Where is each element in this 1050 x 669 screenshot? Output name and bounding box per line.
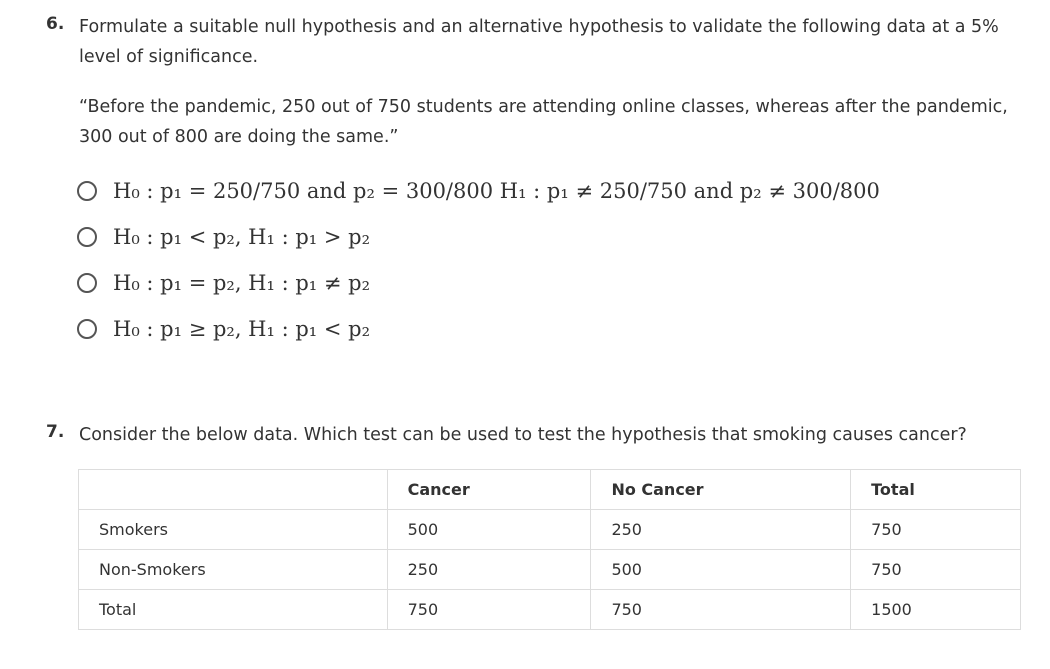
radio-button-icon[interactable] [77, 273, 97, 293]
question-6-quote: “Before the pandemic, 250 out of 750 students are attending online classes, whereas after the pandemic, 300 out of 800 are doing the same.” [79, 97, 1008, 147]
table-row [79, 550, 1021, 590]
question-6-number: 6. [46, 14, 65, 34]
option-2[interactable] [77, 214, 880, 260]
radio-button-icon[interactable] [77, 227, 97, 247]
table-header-cell: Cancer [387, 470, 591, 510]
table-cell: 750 [851, 550, 1021, 590]
table-header-row [79, 470, 1021, 510]
table-header-cell: Total [851, 470, 1021, 510]
option-label: H₀ : p₁ < p₂, H₁ : p₁ > p₂ [113, 225, 371, 249]
table-cell: 750 [591, 590, 851, 630]
radio-button-icon[interactable] [77, 319, 97, 339]
table-cell: Non-Smokers [79, 550, 388, 590]
table-cell: 500 [591, 550, 851, 590]
table-header-cell: No Cancer [591, 470, 851, 510]
radio-button-icon[interactable] [77, 181, 97, 201]
option-1[interactable] [77, 168, 880, 214]
table-cell: 500 [387, 510, 591, 550]
question-7-number: 7. [46, 422, 65, 442]
table-header-cell [79, 470, 388, 510]
table-cell: 1500 [851, 590, 1021, 630]
smoking-cancer-table [78, 469, 1021, 630]
answer-options [77, 168, 880, 352]
table-cell: 750 [387, 590, 591, 630]
table-cell: Smokers [79, 510, 388, 550]
option-4[interactable] [77, 306, 880, 352]
table-cell: Total [79, 590, 388, 630]
question-7-text: Consider the below data. Which test can be used to test the hypothesis that smoking causes cancer? [79, 425, 967, 445]
option-label: H₀ : p₁ = p₂, H₁ : p₁ ≠ p₂ [113, 271, 371, 295]
table-row [79, 510, 1021, 550]
option-label: H₀ : p₁ = 250/750 and p₂ = 300/800 H₁ : p₁ ≠ 250/750 and p₂ ≠ 300/800 [113, 179, 880, 203]
table-cell: 750 [851, 510, 1021, 550]
option-3[interactable] [77, 260, 880, 306]
question-6-text: Formulate a suitable null hypothesis and an alternative hypothesis to validate the following data at a 5% level of significance. [79, 17, 999, 67]
table-cell: 250 [591, 510, 851, 550]
table-cell: 250 [387, 550, 591, 590]
option-label: H₀ : p₁ ≥ p₂, H₁ : p₁ < p₂ [113, 317, 371, 341]
table-row [79, 590, 1021, 630]
